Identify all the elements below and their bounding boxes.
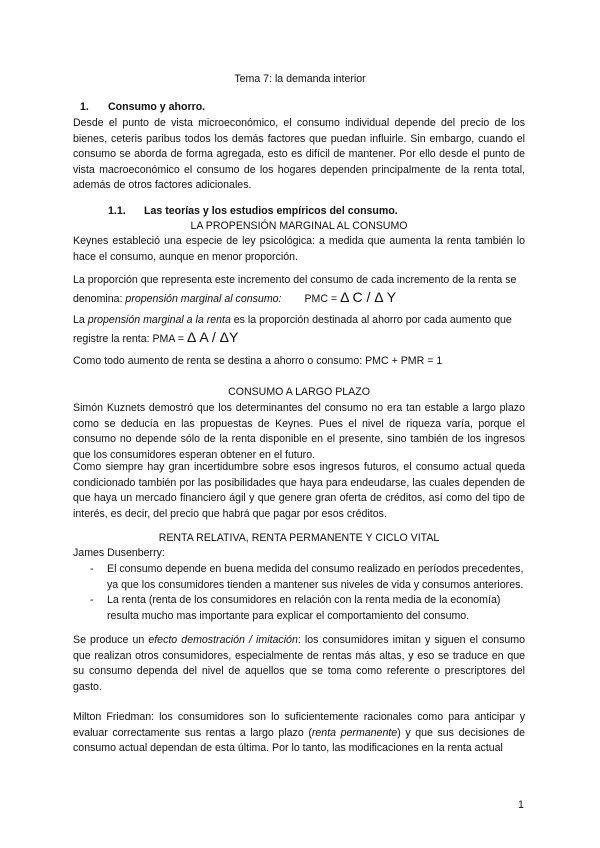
friedman-text-b: ) y que sus decisiones de consumo actual dependan de esta última. Por lo tanto, las modificaciones en la renta actual: [73, 726, 526, 755]
pma-text-b: es la proporción destinada al ahorro por cada aumento que registre la renta: PMA =: [73, 314, 512, 345]
pma-text-a: La: [73, 314, 88, 326]
section-number: 1.: [80, 101, 89, 113]
section-heading-1: [80, 100, 532, 116]
subsection-title: Las teorías y los estudios empíricos del consumo.: [144, 205, 398, 217]
pmc-paragraph-2: [73, 272, 525, 308]
efecto-text-a: Se produce un: [73, 634, 149, 646]
renta-relativa-heading: RENTA RELATIVA, RENTA PERMANENTE Y CICLO VITAL: [158, 532, 440, 544]
largo-plazo-paragraph-2: Como siempre hay gran incertidumbre sobre esos ingresos futuros, el consumo actual queda condicionado también por las posibilidades que haya para endeudarse, las cuales dependen de que haya un mercado financiero ágil y que genere gran oferta de créditos, así como del tipo de interés, es decir, del precio que habrá que pagar por esos créditos.: [73, 461, 525, 520]
efecto-term: efecto demostración / imitación: [148, 634, 298, 646]
list-item: - La renta (renta de los consumidores en relación con la renta media de la economía) resulta mucho mas importante para explicar el comportamiento del consumo.: [73, 593, 525, 624]
document-title: Tema 7: la demanda interior: [234, 73, 366, 85]
pmc-term: propensión marginal al consumo:: [125, 293, 282, 305]
friedman-paragraph: [73, 710, 525, 757]
pmc-formula: Δ C / Δ Y: [340, 289, 397, 305]
section-title: Consumo y ahorro.: [108, 101, 206, 113]
pmc-text: La proporción que representa este incremento del consumo de cada incremento de la renta se denomina:: [73, 274, 517, 305]
list-item: - El consumo depende en buena medida del consumo realizado en períodos precedentes, ya que los consumidores tienden a mantener sus niveles de vida y consumos anteriores.: [73, 562, 525, 593]
pmc-formula-label: PMC =: [304, 293, 341, 305]
friedman-term: renta permanente: [311, 726, 398, 739]
page-number: 1: [518, 799, 524, 811]
pmc-heading: LA PROPENSIÓN MARGINAL AL CONSUMO: [190, 220, 408, 232]
largo-plazo-heading: CONSUMO A LARGO PLAZO: [228, 386, 370, 398]
pma-formula: Δ A / ΔY: [186, 329, 239, 345]
pmc-pmr-paragraph: Como todo aumento de renta se destina a ahorro o consumo: PMC + PMR = 1: [73, 355, 443, 367]
efecto-text-b: : los consumidores imitan y siguen el consumo que realizan otros consumidores, especialmente de rentas más altas, y eso se traduce en que su consumo dependa del nivel de aquellos que se toma como referente o prescriptores del gasto.: [73, 634, 526, 693]
dusenberry-list: [73, 562, 525, 624]
pmc-paragraph-1: Keynes estableció una especie de ley psicológica: a medida que aumenta la renta también lo hace el consumo, aunque en menor proporción.: [73, 235, 525, 263]
friedman-text-a: Milton Friedman: los consumidores son lo suficientemente racionales como para anticipar y evaluar correctamente sus rentas a largo plazo (: [73, 711, 525, 739]
subsection-heading-1-1: [108, 204, 560, 220]
section-1-paragraph: Desde el punto de vista microeconómico, el consumo individual depende del precio de los bienes, ceteris paribus todos los demás factores que puedan influirle. Sin embargo, cuando el consumo se aborda de forma agregada, esto es difícil de mantener. Por ello desde el punto de vista macroeconómico el consumo de los hogares dependen principalmente de la renta total, además de otros factores adicionales.: [73, 117, 525, 192]
efecto-demostracion-paragraph: [73, 633, 525, 695]
subsection-number: 1.1.: [108, 205, 126, 217]
largo-plazo-paragraph-1: Simón Kuznets demostró que los determinantes del consumo no era tan estable a largo plazo como se deducía en las propuestas de Keynes. Pues el nivel de riqueza varía, porque el consumo no depende sólo de la renta disponible en el presente, sino también de los ingresos que los consumidores esperan obtener en el futuro.: [73, 402, 525, 461]
dusenberry-author: James Dusenberry:: [73, 547, 165, 559]
pma-term: propensión marginal a la renta: [87, 314, 231, 326]
pma-paragraph: [73, 312, 525, 348]
